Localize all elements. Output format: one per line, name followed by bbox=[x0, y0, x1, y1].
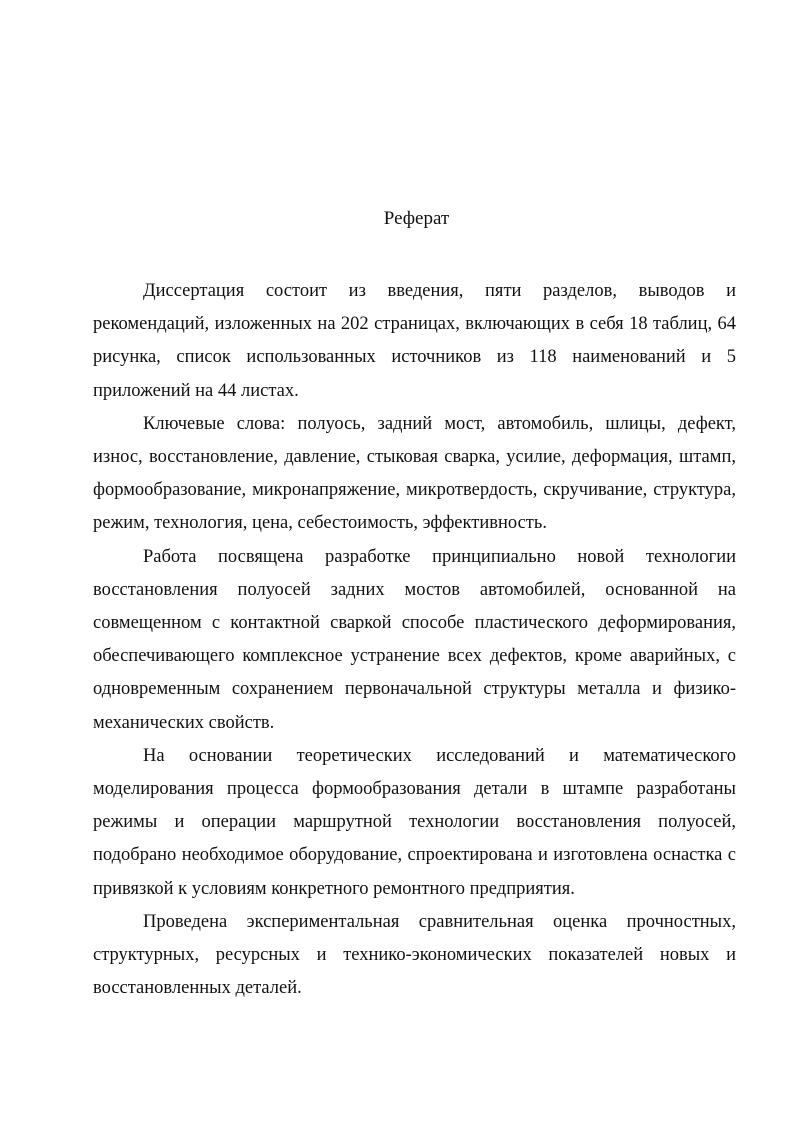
document-title: Реферат bbox=[383, 208, 450, 229]
paragraph-keywords: Ключевые слова: полуось, задний мост, автомобиль, шлицы, дефект, износ, восстановление, давление, стыковая сварка, усилие, деформация, штамп, формообразование, микронапряжение, микротвердость, скручивание, структура, режим, технология, цена, себестоимость, эффективность. bbox=[93, 413, 736, 534]
paragraph-structure: Диссертация состоит из введения, пяти разделов, выводов и рекомендаций, изложенных на 202 страницах, включающих в себя 18 таблиц, 64 рисунка, список использованных источников из 118 наименований и 5 приложений на 44 листах. bbox=[93, 281, 736, 401]
document-body bbox=[93, 275, 736, 1005]
paragraph-evaluation: Проведена экспериментальная сравнительная оценка прочностных, структурных, ресурсных и технико-экономических показателей новых и восстановленных деталей. bbox=[93, 911, 736, 999]
paragraph-purpose: Работа посвящена разработке принципиально новой технологии восстановления полуосей задних мостов автомобилей, основанной на совмещенном с контактной сваркой способе пластического деформирования, обеспечивающего комплексное устранение всех дефектов, кроме аварийных, с одновременным сохранением первоначальной структуры металла и физико-механических свойств. bbox=[93, 546, 736, 733]
paragraph-modeling: На основании теоретических исследований и математического моделирования процесса формообразования детали в штампе разработаны режимы и операции маршрутной технологии восстановления полуосей, подобрано необходимое оборудование, спроектирована и изготовлена оснастка с привязкой к условиям конкретного ремонтного предприятия. bbox=[93, 745, 736, 899]
